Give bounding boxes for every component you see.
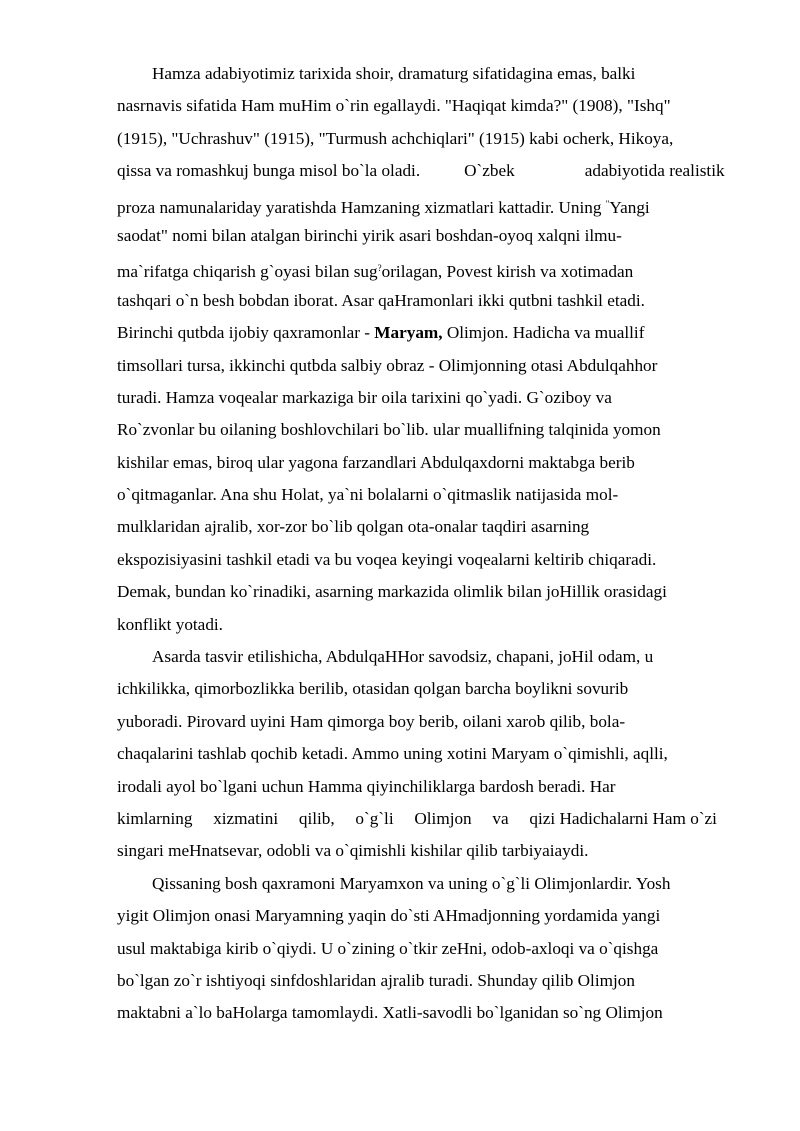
line-4-part-a: qissa va romashkuj bunga misol bo`la oladi. [117,161,421,181]
line-9-part-c: Olimjon. Hadicha va muallif [442,323,645,343]
paragraph-1-line-14: o`qitmaganlar. Ana shu Holat, ya`ni bolalarni o`qitmaslik natijasida mol- [117,485,619,505]
paragraph-1-line-1: Hamza adabiyotimiz tarixida shoir, dramaturg sifatidagina emas, balki [152,64,636,83]
paragraph-1-line-5 [117,188,717,220]
paragraph-1-line-4 [117,155,725,187]
paragraph-2-line-6 [117,803,717,835]
paragraph-1-line-6: saodat" nomi bilan atalgan birinchi yirik asari boshdan-oyoq xalqni ilmu- [117,225,622,245]
paragraph-3-line-4: bo`lgan zo`r ishtiyoqi sinfdoshlaridan ajralib turadi. Shunday qilib Olimjon [117,970,635,990]
paragraph-1-line-13: kishilar emas, biroq ular yagona farzandlari Abdulqaxdorni maktabga berib [117,452,635,472]
paragraph-3-line-5: maktabni a`lo baHolarga tamomlaydi. Xatli-savodli bo`lganidan so`ng Olimjon [117,1003,663,1023]
line-4-part-c: adabiyotida realistik [584,161,725,181]
paragraph-2-line-3: yuboradi. Pirovard uyini Ham qimorga boy berib, oilani xarob qilib, bola- [117,711,626,731]
line-7-part-c: orilagan, Povest kirish va xotimadan [381,262,634,282]
paragraph-3-line-1: Qissaning bosh qaxramoni Maryamxon va uning o`g`li Olimjonlardir. Yosh [152,873,671,893]
paragraph-2-line-7: singari meHnatsevar, odobli va o`qimishli kishilar qilib tarbiyaiaydi. [117,841,589,861]
paragraph-2-line-2: ichkilikka, qimorbozlikka berilib, otasidan qolgan barcha boylikni sovurib [117,679,629,699]
paragraph-2-line-4: chaqalarini tashlab qochib ketadi. Ammo uning xotini Maryam o`qimishli, aqlli, [117,744,668,764]
line-word-6: va [492,808,509,828]
bold-name-maryam: Maryam, [374,323,443,343]
paragraph-1-line-12: Ro`zvonlar bu oilaning boshlovchilari bo`lib. ular muallifning talqinida yomon [117,420,661,440]
paragraph-1-line-10: timsollari tursa, ikkinchi qutbda salbiy obraz - Olimjonning otasi Abdulqahhor [117,355,658,375]
paragraph-1-line-15: mulklaridan ajralib, xor-zor bo`lib qolgan ota-onalar taqdiri asarning [117,517,590,537]
paragraph-3-line-2: yigit Olimjon onasi Maryamning yaqin do`sti AHmadjonning yordamida yangi [117,906,661,926]
document-body [117,58,725,1030]
paragraph-1-line-2: nasrnavis sifatida Ham muHim o`rin egallaydi. "Haqiqat kimda?" (1908), "Ishq" [117,96,671,116]
line-word-2: xizmatini [213,808,279,828]
line-5-superscript-quote: " [605,198,610,209]
paragraph-1-line-7 [117,252,717,284]
paragraph-1-line-16: ekspozisiyasini tashkil etadi va bu voqea keyingi voqealarni keltirib chiqaradi. [117,549,657,569]
line-word-3: qilib, [298,808,335,828]
paragraph-1-line-18: konflikt yotadi. [117,614,223,634]
line-7-superscript-mark: ? [377,263,382,274]
paragraph-3-line-3: usul maktabiga kirib o`qiydi. U o`zining o`tkir zeHni, odob-axloqi va o`qishga [117,938,659,958]
line-9-part-a: Birinchi qutbda ijobiy qaxramonlar - [117,323,375,343]
paragraph-2-line-5: irodali ayol bo`lgani uchun Hamma qiyinchiliklarga bardosh beradi. Har [117,776,616,796]
line-word-5: Olimjon [414,808,472,828]
paragraph-1-line-17: Demak, bundan ko`rinadiki, asarning markazida olimlik bilan joHillik orasidagi [117,582,667,602]
line-4-part-b: O`zbek [464,161,515,181]
line-word-1: kimlarning [117,808,193,828]
line-7-part-a: ma`rifatga chiqarish g`oyasi bilan sug [117,262,378,282]
line-5-part-c: Yangi [609,197,650,217]
paragraph-1-line-8: tashqari o`n besh bobdan iborat. Asar qaHramonlari ikki qutbni tashkil etadi. [117,290,645,310]
line-word-7: qizi Hadichalarni Ham o`zi [529,808,717,828]
line-word-4: o`g`li [355,808,394,828]
paragraph-1-line-9 [117,317,717,349]
line-5-part-a: proza namunalariday yaratishda Hamzaning xizmatlari kattadir. Uning [117,197,606,217]
paragraph-1-line-3: (1915), "Uchrashuv" (1915), "Turmush achchiqlari" (1915) kabi ocherk, Hikoya, [117,128,674,148]
paragraph-1-line-11: turadi. Hamza voqealar markaziga bir oila tarixini qo`yadi. G`oziboy va [117,387,612,407]
paragraph-2-line-1: Asarda tasvir etilishicha, AbdulqaHHor savodsiz, chapani, joHil odam, u [152,647,654,667]
